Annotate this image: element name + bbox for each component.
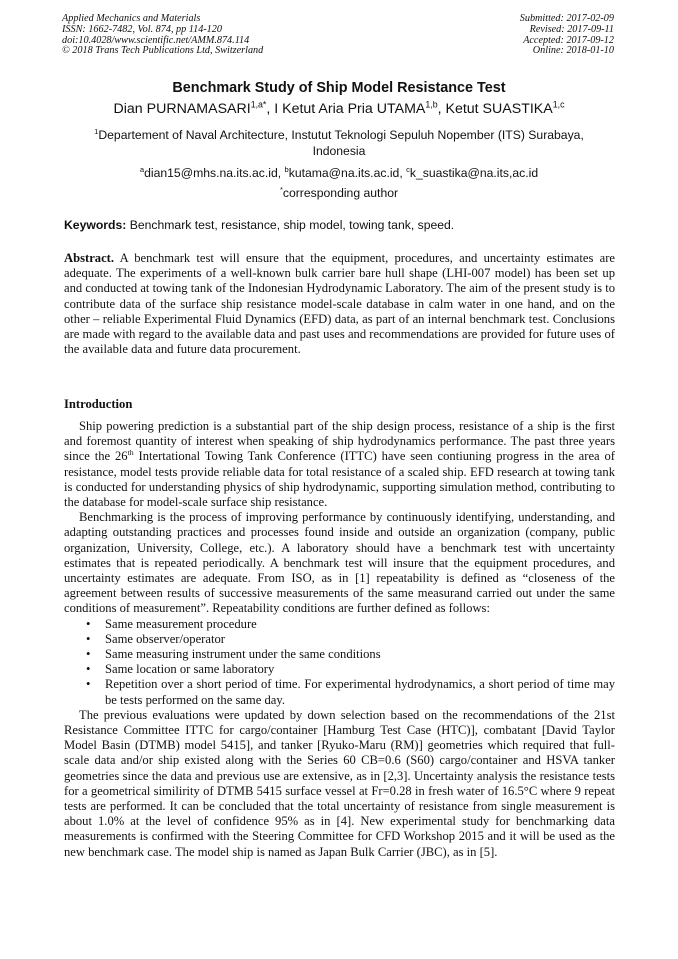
- journal-name: Applied Mechanics and Materials: [62, 13, 201, 24]
- list-item: • Same observer/operator: [64, 632, 615, 647]
- repeatability-conditions-list: [64, 617, 615, 708]
- author-sup: 1,c: [552, 99, 565, 110]
- abstract-label: Abstract.: [64, 251, 115, 265]
- keywords: [64, 218, 616, 232]
- paragraph-text: Ship powering prediction is a substantial part of the ship design process, resistance of a ship is the first and foremost quantity of interest when speaking of ship hydrodynamics performance. The past three years since the 26: [64, 419, 615, 464]
- list-item: • Same measuring instrument under the same conditions: [64, 647, 615, 662]
- introduction-body: [64, 419, 615, 860]
- paragraph: Benchmarking is the process of improving performance by continuously identifying, understanding, and adapting outstanding practices and processes found inside and outside an organization (company, public organization, University, College, etc.). A laboratory should have a benchmark test with uncertainty estimates that is repeated periodically. A benchmark test will insure that the equipment procedures, and uncertainty estimates are adequate. From ISO, as in [1] repeatability is defined as “closeness of the agreement between results of successive measurements of the same measurand carried out under the same conditions of measurement”. Repeatability conditions are further defined as follows:: [64, 510, 615, 616]
- keywords-label: Keywords:: [64, 218, 127, 232]
- journal-doi[interactable]: doi:10.4028/www.scientific.net/AMM.874.114: [62, 34, 250, 46]
- list-item: • Same measurement procedure: [64, 617, 615, 632]
- accepted-date: Accepted: 2017-09-12: [523, 34, 614, 46]
- author-name: Dian PURNAMASARI: [113, 101, 251, 117]
- affiliation-text: Departement of Naval Architecture, Instutut Teknologi Sepuluh Nopember (ITS) Surabaya, Indonesia: [98, 128, 584, 158]
- affiliation-sup: 1: [94, 126, 99, 136]
- author-name: Ketut SUASTIKA: [445, 101, 553, 117]
- journal-info: [62, 14, 263, 57]
- author-separator: ,: [266, 101, 275, 117]
- keywords-text: Benchmark test, resistance, ship model, towing tank, speed.: [129, 218, 455, 232]
- paragraph: The previous evaluations were updated by down selection based on the recommendations of the 21st Resistance Committee ITTC for cargo/container [Hamburg Test Case (HTC)], combatant [David Taylor Model Basin (DTMB) model 5415], and tanker [Ryuko-Maru (RM)] geometries which required that full-scale data and/or ship existed along with the Series 60 CB=0.6 (S60) cargo/container and HSVA tanker geometries since the data and previous use are extensive, as in [2,3]. Uncertainty analysis the resistance tests for a geometrical similirity of DTMB 5415 surface vessel at Fr=0.28 in fresh water of 16.5°C where 9 repeat tests are performed. It can be concluded that the total uncertainty of resistance from single measurement is about 1.0% at the level of confidence 95% as in [4]. New experimental study for benchmarking data measurements is confirmed with the Steering Committee for CFD Workshop 2015 and it will be used as the new benchmark case. The model ship is named as Japan Bulk Carrier (JBC), as in [5].: [64, 707, 615, 859]
- author-sup: 1,a*: [250, 99, 267, 110]
- author-emails: [0, 166, 678, 180]
- author-separator: ,: [437, 101, 446, 117]
- publication-dates: [520, 14, 614, 57]
- abstract-text: A benchmark test will ensure that the equipment, procedures, and uncertainty estimates are adequate. The experiments of a well-known bulk carrier bare hull shape (LHI-007 model) has been set up and conducted at towing tank of the Indonesian Hydrodynamic Laboratory. The aim of the present study is to contribute data of the surface ship resistance model-scale database in calm water in one hand, and on the other – reliable Experimental Fluid Dynamics (EFD) data, as part of an internal benchmark test. Conclusions are made with regard to the available data and past uses and recommendations are provided for future uses of the available data and future data procurement.: [64, 251, 615, 357]
- ordinal-sup: th: [127, 448, 134, 458]
- abstract: [64, 251, 615, 357]
- section-heading-introduction: Introduction: [64, 397, 133, 411]
- corresponding-author-note: [0, 186, 678, 200]
- list-item: • Same location or same laboratory: [64, 662, 615, 677]
- list-item: • Repetition over a short period of time. For experimental hydrodynamics, a short period of time may be tests performed on the same day.: [64, 677, 615, 707]
- journal-copyright: © 2018 Trans Tech Publications Ltd, Switzerland: [62, 45, 264, 57]
- email-link[interactable]: dian15@mhs.na.its.ac.id: [144, 166, 278, 180]
- paragraph-text: Intertational Towing Tank Conference (ITTC) have seen contiuning progress in the area of resistance, model tests provide reliable data for total resistance of a scaled ship. EFD research at towing tank is conducted for understanding physics of ship hydrodynamic, supporting simulation method, contributing to the database for model-scale surface ship resistance.: [64, 449, 615, 510]
- revised-date: Revised: 2017-09-11: [529, 23, 614, 35]
- email-separator: ,: [399, 166, 407, 180]
- author-sup: 1,b: [425, 99, 438, 110]
- email-sup: a: [139, 164, 145, 174]
- email-link[interactable]: k_suastika@na.its,ac.id: [409, 166, 539, 180]
- author-name: I Ketut Aria Pria UTAMA: [274, 101, 426, 117]
- email-sup: c: [406, 164, 410, 174]
- affiliation: [70, 127, 608, 159]
- paper-title: Benchmark Study of Ship Model Resistance Test: [172, 80, 506, 96]
- online-date: Online: 2018-01-10: [532, 45, 614, 57]
- author-list: [0, 101, 678, 117]
- corresponding-sup: *: [279, 184, 283, 194]
- journal-issn: ISSN: 1662-7482, Vol. 874, pp 114-120: [62, 23, 222, 35]
- paragraph: [64, 419, 615, 510]
- email-link[interactable]: kutama@na.its.ac.id: [288, 166, 400, 180]
- corresponding-text: corresponding author: [282, 186, 399, 200]
- email-separator: ,: [277, 166, 285, 180]
- submitted-date: Submitted: 2017-02-09: [519, 13, 614, 24]
- email-sup: b: [284, 164, 289, 174]
